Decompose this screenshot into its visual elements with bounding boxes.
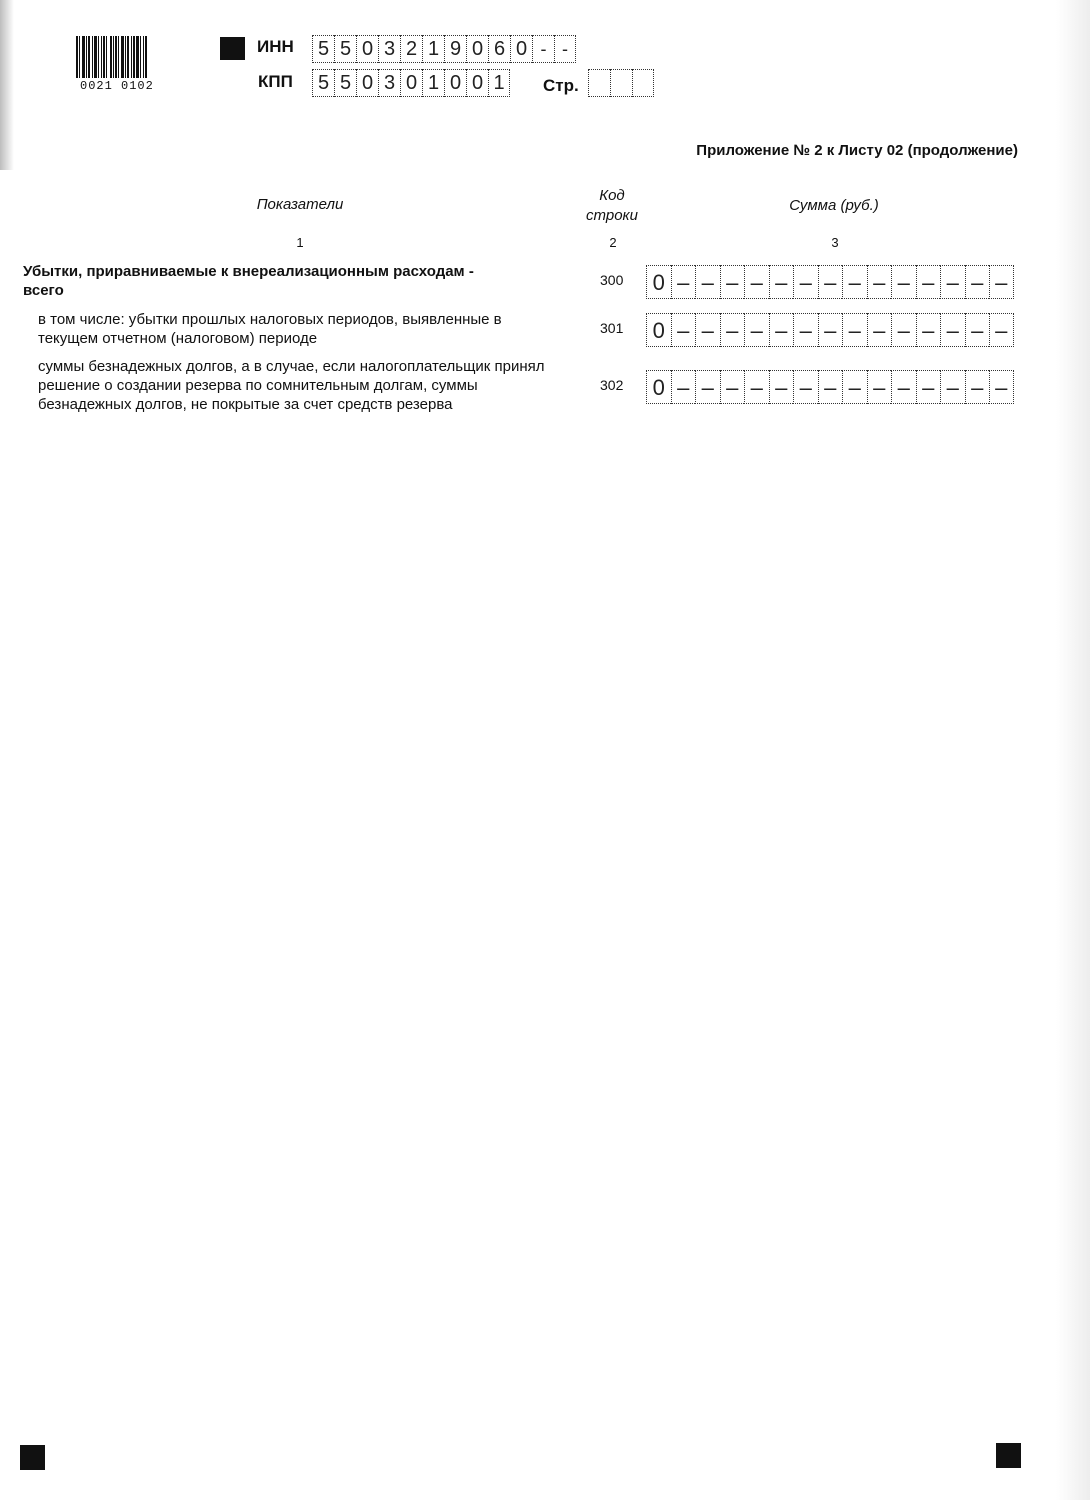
sum-cell[interactable]: – [818,370,843,404]
page-cell[interactable] [610,69,632,97]
column-header-indicators: Показатели [256,196,344,213]
page-cell[interactable] [632,69,654,97]
sum-cell[interactable]: 0 [646,313,671,347]
column-number-3: 3 [831,235,839,250]
sum-cell[interactable]: – [695,265,720,299]
sum-cell[interactable]: 0 [646,370,671,404]
inn-cell[interactable]: 9 [444,35,466,63]
row-302-label-line2: решение о создании резерва по сомнительным долгам, суммы [38,377,478,394]
inn-cell[interactable]: 5 [312,35,334,63]
sum-cell[interactable]: – [965,265,990,299]
column-header-code-line2: строки [586,207,638,224]
sum-cell[interactable]: – [720,265,745,299]
alignment-marker-top [220,37,245,60]
sum-cell[interactable]: – [867,313,892,347]
alignment-marker-bottom-left [20,1445,45,1470]
kpp-cells [312,69,510,97]
inn-cell[interactable]: - [554,35,576,63]
sum-cell[interactable]: – [695,370,720,404]
row-301-sum-cells [646,313,1014,347]
sum-cell[interactable]: – [769,265,794,299]
kpp-label: КПП [258,72,293,91]
kpp-cell[interactable]: 1 [422,69,444,97]
sum-cell[interactable]: – [965,370,990,404]
column-header-sum: Сумма (руб.) [789,197,879,214]
kpp-cell[interactable]: 5 [334,69,356,97]
barcode-number: 0021 0102 [80,79,154,93]
kpp-cell[interactable]: 5 [312,69,334,97]
page-cell[interactable] [588,69,610,97]
appendix-title: Приложение № 2 к Листу 02 (продолжение) [696,142,1018,159]
inn-cell[interactable]: 5 [334,35,356,63]
sum-cell[interactable]: – [989,265,1014,299]
sum-cell[interactable]: – [867,265,892,299]
inn-cell[interactable]: 3 [378,35,400,63]
sum-cell[interactable]: – [769,370,794,404]
kpp-cell[interactable]: 0 [356,69,378,97]
sum-cell[interactable]: – [818,313,843,347]
inn-cell[interactable]: 0 [466,35,488,63]
row-301-label-line2: текущем отчетном (налоговом) периоде [38,330,318,347]
sum-cell[interactable]: – [744,370,769,404]
sum-cell[interactable]: – [891,265,916,299]
sum-cell[interactable]: – [744,265,769,299]
kpp-cell[interactable]: 1 [488,69,510,97]
row-301-code: 301 [600,320,624,336]
sum-cell[interactable]: – [842,370,867,404]
sum-cell[interactable]: – [818,265,843,299]
sum-cell[interactable]: – [891,313,916,347]
column-number-2: 2 [609,235,617,250]
row-300-label-line2: всего [23,282,64,299]
inn-label: ИНН [257,37,294,56]
row-301-label [38,310,502,348]
sum-cell[interactable]: – [671,370,696,404]
sum-cell[interactable]: – [793,370,818,404]
sum-cell[interactable]: – [940,370,965,404]
row-302-label-line1: суммы безнадежных долгов, а в случае, если налогоплательщик принял [38,358,545,375]
sum-cell[interactable]: – [965,313,990,347]
row-302-label [38,357,545,414]
column-header-code [572,186,652,226]
page-label: Стр. [543,76,579,95]
row-300-code: 300 [600,272,624,288]
sum-cell[interactable]: – [989,370,1014,404]
scan-shadow-left [0,0,14,170]
barcode [76,36,192,92]
sum-cell[interactable]: – [842,265,867,299]
row-302-code: 302 [600,377,624,393]
kpp-cell[interactable]: 3 [378,69,400,97]
scan-shadow-right [1056,0,1090,1500]
sum-cell[interactable]: – [940,313,965,347]
kpp-cell[interactable]: 0 [400,69,422,97]
inn-cell[interactable]: 1 [422,35,444,63]
inn-cell[interactable]: 2 [400,35,422,63]
row-300-sum-cells [646,265,1014,299]
sum-cell[interactable]: – [916,370,941,404]
sum-cell[interactable]: 0 [646,265,671,299]
sum-cell[interactable]: – [916,313,941,347]
sum-cell[interactable]: – [842,313,867,347]
sum-cell[interactable]: – [891,370,916,404]
barcode-bar [147,36,148,78]
inn-cell[interactable]: 0 [510,35,532,63]
row-300-label [23,262,474,300]
sum-cell[interactable]: – [695,313,720,347]
sum-cell[interactable]: – [720,370,745,404]
alignment-marker-bottom-right [996,1443,1021,1468]
inn-cell[interactable]: 6 [488,35,510,63]
inn-cell[interactable]: 0 [356,35,378,63]
sum-cell[interactable]: – [720,313,745,347]
kpp-cell[interactable]: 0 [444,69,466,97]
sum-cell[interactable]: – [989,313,1014,347]
sum-cell[interactable]: – [793,265,818,299]
sum-cell[interactable]: – [769,313,794,347]
sum-cell[interactable]: – [916,265,941,299]
row-302-sum-cells [646,370,1014,404]
sum-cell[interactable]: – [940,265,965,299]
row-300-label-line1: Убытки, приравниваемые к внереализационным расходам - [23,263,474,280]
inn-cells [312,35,576,63]
sum-cell[interactable]: – [671,265,696,299]
column-header-code-line1: Код [599,187,625,204]
inn-cell[interactable]: - [532,35,554,63]
sum-cell[interactable]: – [671,313,696,347]
sum-cell[interactable]: – [744,313,769,347]
kpp-cell[interactable]: 0 [466,69,488,97]
barcode-bars [76,36,192,78]
page-cells [588,69,654,97]
row-302-label-line3: безнадежных долгов, не покрытые за счет средств резерва [38,396,453,413]
sum-cell[interactable]: – [867,370,892,404]
column-number-1: 1 [296,235,304,250]
sum-cell[interactable]: – [793,313,818,347]
row-301-label-line1: в том числе: убытки прошлых налоговых периодов, выявленные в [38,311,502,328]
